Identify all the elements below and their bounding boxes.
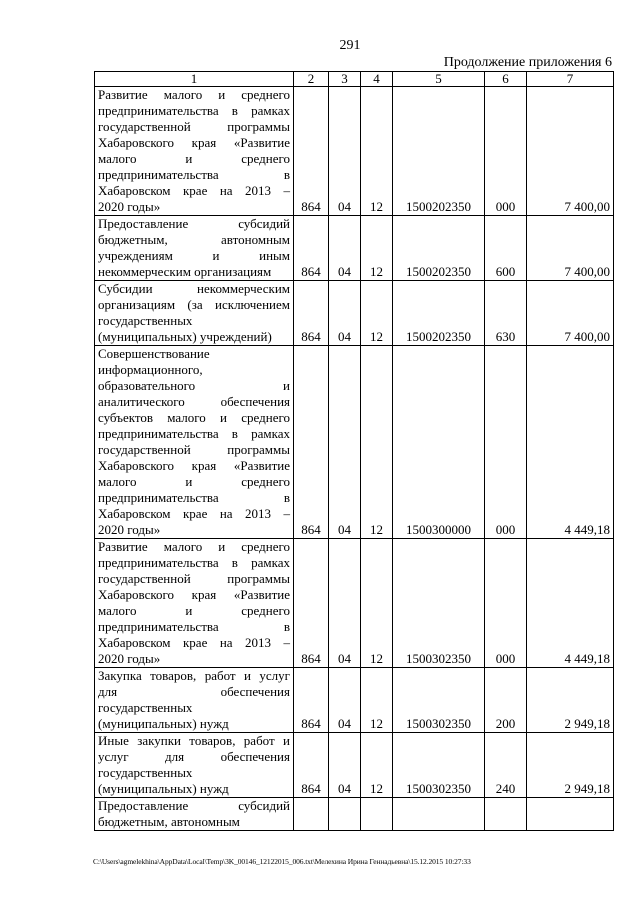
target-article-cell: 1500202350 (393, 216, 485, 281)
expense-name-line: предпринимательства в рамках (98, 103, 290, 118)
expense-name-line: некоммерческим организациям (98, 264, 272, 279)
expense-type-cell: 600 (485, 216, 527, 281)
amount-cell: 7 400,00 (527, 216, 614, 281)
target-article-cell: 1500202350 (393, 281, 485, 346)
header-cell: 4 (361, 72, 393, 87)
expense-name-cell (95, 87, 294, 216)
expense-name-line: (муниципальных) нужд (98, 781, 229, 796)
expense-name-line: Совершенствование (98, 346, 210, 361)
expense-type-cell: 200 (485, 668, 527, 733)
ministry-code-cell: 864 (294, 87, 329, 216)
target-article-cell: 1500300000 (393, 346, 485, 539)
ministry-code-cell: 864 (294, 733, 329, 798)
expense-name-line: Хабаровского края «Развитие (98, 458, 290, 473)
amount-cell: 2 949,18 (527, 733, 614, 798)
expense-name-line: (муниципальных) учреждений) (98, 329, 272, 344)
expense-type-cell: 000 (485, 346, 527, 539)
expense-name-line: малого и среднего (98, 603, 290, 618)
ministry-code-cell: 864 (294, 346, 329, 539)
expense-type-cell: 240 (485, 733, 527, 798)
amount-cell (527, 798, 614, 831)
expense-name-line: государственной программы (98, 119, 290, 134)
amount-cell: 7 400,00 (527, 281, 614, 346)
expense-name-line: аналитического обеспечения (98, 394, 290, 409)
ministry-code-cell: 864 (294, 539, 329, 668)
expense-name-line: Развитие малого и среднего (98, 539, 290, 554)
table-row (95, 216, 614, 281)
continuation-caption: Продолжение приложения 6 (443, 55, 612, 70)
expense-name-line: Предоставление субсидий (98, 798, 290, 813)
expense-name-line: 2020 годы» (98, 651, 161, 666)
expense-name-line: для обеспечения (98, 684, 290, 699)
expense-name-line: 2020 годы» (98, 522, 161, 537)
subsection-code-cell: 12 (361, 216, 393, 281)
expense-name-line: Хабаровского края «Развитие (98, 587, 290, 602)
expense-name-line: Хабаровском крае на 2013 – (98, 506, 290, 521)
ministry-code-cell: 864 (294, 281, 329, 346)
section-code-cell (329, 798, 361, 831)
expense-name-line: 2020 годы» (98, 199, 161, 214)
target-article-cell: 1500302350 (393, 733, 485, 798)
table-row (95, 281, 614, 346)
expense-name-line: услуг для обеспечения (98, 749, 290, 764)
expense-name-cell (95, 798, 294, 831)
header-cell: 3 (329, 72, 361, 87)
table-row (95, 346, 614, 539)
target-article-cell: 1500302350 (393, 668, 485, 733)
amount-cell: 2 949,18 (527, 668, 614, 733)
expense-name-line: Развитие малого и среднего (98, 87, 290, 102)
expense-name-cell (95, 668, 294, 733)
expense-name-cell (95, 346, 294, 539)
expense-name-line: Предоставление субсидий (98, 216, 290, 231)
amount-cell: 4 449,18 (527, 539, 614, 668)
expense-name-line: предпринимательства в (98, 167, 290, 182)
expense-name-line: предпринимательства в рамках (98, 426, 290, 441)
expense-name-cell (95, 539, 294, 668)
section-code-cell: 04 (329, 281, 361, 346)
expense-name-line: (муниципальных) нужд (98, 716, 229, 731)
section-code-cell: 04 (329, 87, 361, 216)
header-cell: 5 (393, 72, 485, 87)
expense-name-line: Хабаровского края «Развитие (98, 135, 290, 150)
expense-type-cell (485, 798, 527, 831)
expense-name-cell (95, 216, 294, 281)
expense-name-line: Иные закупки товаров, работ и (98, 733, 290, 748)
subsection-code-cell (361, 798, 393, 831)
expense-name-cell (95, 281, 294, 346)
expense-type-cell: 000 (485, 87, 527, 216)
table-row (95, 798, 614, 831)
table-row (95, 733, 614, 798)
expense-type-cell: 630 (485, 281, 527, 346)
header-cell: 7 (527, 72, 614, 87)
section-code-cell: 04 (329, 216, 361, 281)
subsection-code-cell: 12 (361, 346, 393, 539)
section-code-cell: 04 (329, 668, 361, 733)
expense-name-line: государственных (98, 700, 193, 715)
ministry-code-cell: 864 (294, 216, 329, 281)
expense-name-line: субъектов малого и среднего (98, 410, 290, 425)
ministry-code-cell (294, 798, 329, 831)
section-code-cell: 04 (329, 733, 361, 798)
target-article-cell: 1500302350 (393, 539, 485, 668)
table-row (95, 539, 614, 668)
header-cell: 1 (95, 72, 294, 87)
expense-name-line: предпринимательства в (98, 490, 290, 505)
expense-name-line: информационного, (98, 362, 203, 377)
expense-name-line: Хабаровском крае на 2013 – (98, 635, 290, 650)
table-row (95, 668, 614, 733)
expense-name-line: предпринимательства в (98, 619, 290, 634)
amount-cell: 7 400,00 (527, 87, 614, 216)
subsection-code-cell: 12 (361, 87, 393, 216)
expense-name-line: организациям (за исключением (98, 297, 290, 312)
expense-name-line: малого и среднего (98, 474, 290, 489)
subsection-code-cell: 12 (361, 539, 393, 668)
file-path-footer: C:\Users\agmelekhina\AppData\Local\Temp\3K_00146_12122015_006.txt\Мелехина Ирина Геннадьевна\15.12.2015 10:27:33 (93, 857, 471, 866)
expense-name-line: образовательного и (98, 378, 290, 393)
section-code-cell: 04 (329, 346, 361, 539)
table-row (95, 87, 614, 216)
subsection-code-cell: 12 (361, 733, 393, 798)
header-cell: 2 (294, 72, 329, 87)
expense-name-line: предпринимательства в рамках (98, 555, 290, 570)
budget-table (94, 71, 614, 831)
expense-name-line: бюджетным, автономным (98, 232, 290, 247)
expense-name-line: государственной программы (98, 571, 290, 586)
expense-name-line: государственных (98, 765, 193, 780)
expense-name-line: Закупка товаров, работ и услуг (98, 668, 290, 683)
expense-name-line: государственной программы (98, 442, 290, 457)
target-article-cell: 1500202350 (393, 87, 485, 216)
ministry-code-cell: 864 (294, 668, 329, 733)
subsection-code-cell: 12 (361, 281, 393, 346)
section-code-cell: 04 (329, 539, 361, 668)
expense-name-line: государственных (98, 313, 193, 328)
header-cell: 6 (485, 72, 527, 87)
expense-type-cell: 000 (485, 539, 527, 668)
expense-name-line: Субсидии некоммерческим (98, 281, 290, 296)
expense-name-line: малого и среднего (98, 151, 290, 166)
page-number: 291 (339, 38, 361, 53)
header-row (95, 72, 614, 87)
subsection-code-cell: 12 (361, 668, 393, 733)
expense-name-line: Хабаровском крае на 2013 – (98, 183, 290, 198)
amount-cell: 4 449,18 (527, 346, 614, 539)
expense-name-cell (95, 733, 294, 798)
expense-name-line: бюджетным, автономным (98, 814, 240, 829)
target-article-cell (393, 798, 485, 831)
expense-name-line: учреждениям и иным (98, 248, 290, 263)
